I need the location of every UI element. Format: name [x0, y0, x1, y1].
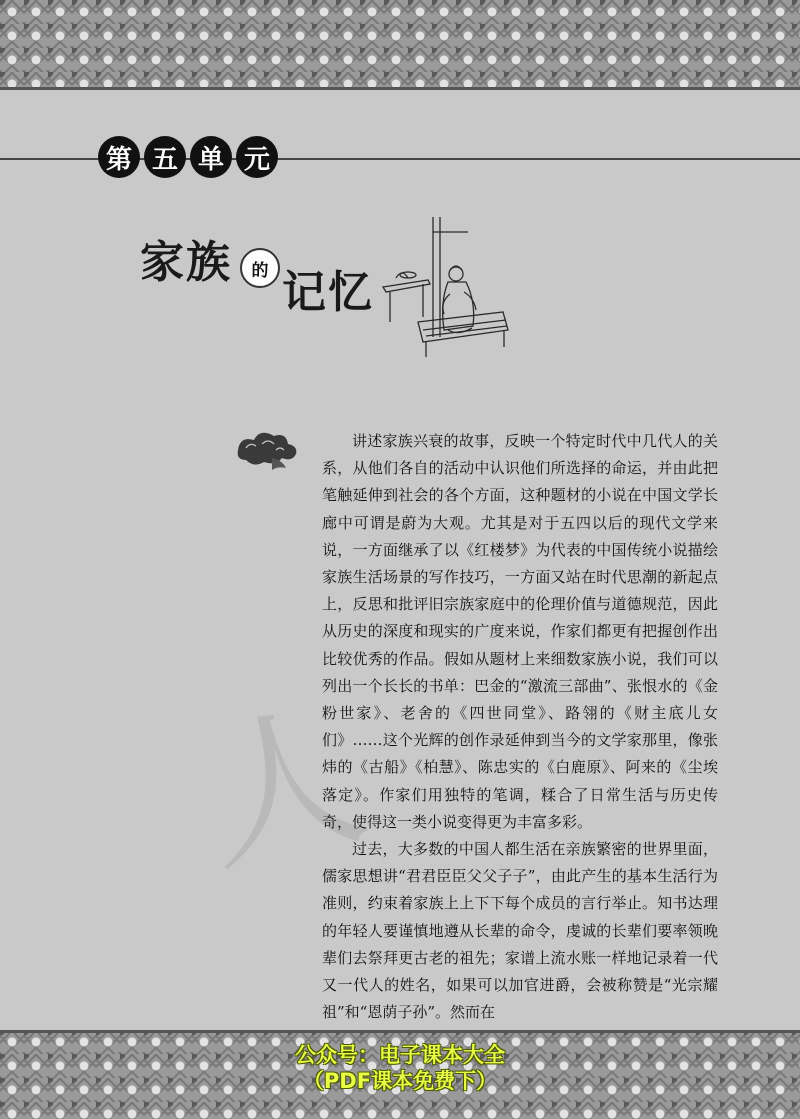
watermark: 人 [185, 680, 381, 897]
unit-char: 第 [98, 136, 140, 178]
overlay-line: （PDF课本免费下） [302, 1069, 498, 1093]
scholar-illustration [378, 212, 518, 362]
unit-char: 单 [190, 136, 232, 178]
theme-title-part2: 记忆 [282, 267, 374, 318]
theme-title-connector: 的 [240, 248, 280, 288]
watermark-overlay [0, 1042, 800, 1094]
body-text [322, 428, 718, 1026]
decorative-header-band [0, 0, 800, 90]
unit-char: 五 [144, 136, 186, 178]
theme-title-part1: 家族 [140, 237, 232, 288]
unit-title [98, 136, 278, 178]
body-paragraph: 过去，大多数的中国人都生活在亲族繁密的世界里面，儒家思想讲“君君臣臣父父子子”，由此产生的基本生活行为准则，约束着家族上上下下每个成员的言行举止。知书达理的年轻人要谨慎地遵从长辈的命令，虔诚的长辈们要率领晚辈们去祭拜更古老的祖先；家谱上流水账一样地记录着一代又一代人的姓名，如果可以加官进爵，会被称赞是“光宗耀祖”和“恩荫子孙”。然而在 [322, 840, 718, 1022]
unit-char: 元 [236, 136, 278, 178]
overlay-line: 公众号：电子课本大全 [295, 1043, 505, 1067]
cloud-ornament-icon [232, 428, 302, 470]
body-paragraph: 讲述家族兴衰的故事，反映一个特定时代中几代人的关系，从他们各自的活动中认识他们所选择的命运，并由此把笔触延伸到社会的各个方面，这种题材的小说在中国文学长廊中可谓是蔚为大观。尤其是对于五四以后的现代文学来说，一方面继承了以《红楼梦》为代表的中国传统小说描绘家族生活场景的写作技巧，一方面又站在时代思潮的新起点上，反思和批评旧宗族家庭中的伦理价值与道德规范，因此从历史的深度和现实的广度来说，作家们都更有把握创作出比较优秀的作品。假如从题材上来细数家族小说，我们可以列出一个长长的书单：巴金的“激流三部曲”、张恨水的《金粉世家》、老舍的《四世同堂》、路翎的《财主底儿女们》……这个光辉的创作录延伸到当今的文学家那里，像张炜的《古船》《柏慧》、陈忠实的《白鹿原》、阿来的《尘埃落定》。作家们用独特的笔调，糅合了日常生活与历史传奇，使得这一类小说变得更为丰富多彩。 [322, 432, 718, 831]
